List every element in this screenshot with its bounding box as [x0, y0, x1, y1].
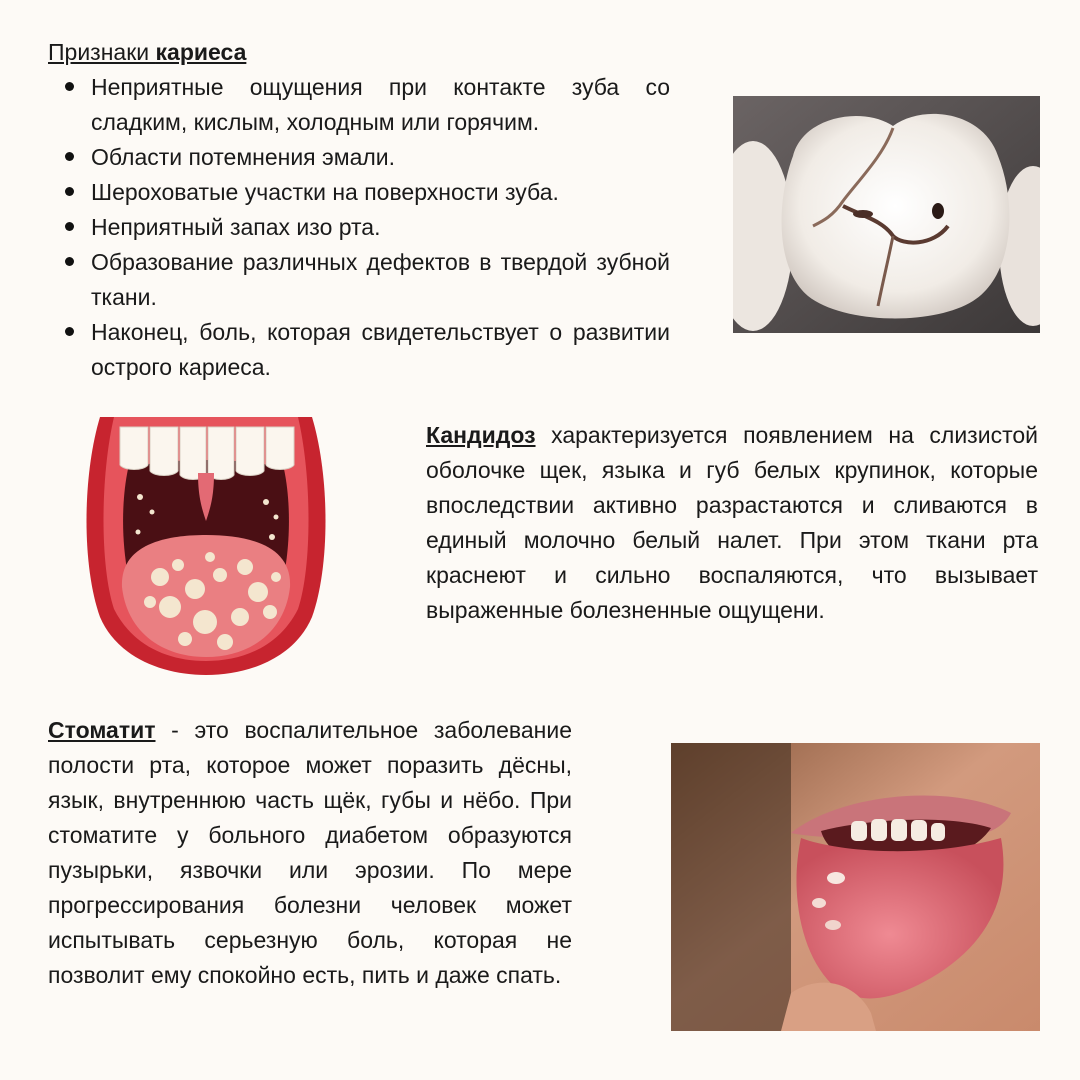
list-item [48, 315, 670, 385]
candidiasis-section [426, 418, 1038, 628]
caries-tooth-photo [733, 96, 1040, 333]
bullet-icon [65, 257, 74, 266]
list-item-text: Неприятные ощущения при контакте зуба со сладким, кислым, холодным или горячим. [91, 74, 670, 135]
candidiasis-mouth-illustration [80, 417, 332, 675]
bullet-icon [65, 152, 74, 161]
list-item [48, 70, 670, 140]
caries-signs-list [48, 70, 670, 385]
stomatitis-lip-photo [671, 743, 1040, 1031]
list-item-text: Шероховатые участки на поверхности зуба. [91, 179, 559, 205]
caries-heading-prefix: Признаки [48, 39, 156, 65]
stomatitis-description: - это воспалительное заболевание полости рта, которое может поразить дёсны, язык, внутреннюю часть щёк, губы и нёбо. При стоматите у больного диабетом образуются пузырьки, язвочки или эрозии. По мере прогрессирования болезни человек может испытывать серьезную боль, которая не позволит ему спокойно есть, пить и даже спать. [48, 717, 572, 988]
stomatitis-section [48, 713, 572, 993]
bullet-icon [65, 82, 74, 91]
list-item [48, 245, 670, 315]
caries-heading-bold: кариеса [155, 39, 247, 65]
bullet-icon [65, 187, 74, 196]
list-item [48, 175, 670, 210]
stomatitis-term: Стоматит [48, 717, 156, 743]
list-item-text: Образование различных дефектов в твердой зубной ткани. [91, 249, 670, 310]
caries-heading [48, 34, 670, 70]
candidiasis-description: характеризуется появлением на слизистой оболочке щек, языка и губ белых крупинок, которые впоследствии активно разрастаются и сливаются в единый молочно белый налет. При этом ткани рта краснеют и сильно воспаляются, что вызывает выраженные болезненные ощущени. [426, 422, 1038, 623]
list-item-text: Наконец, боль, которая свидетельствует о развитии острого кариеса. [91, 319, 670, 380]
list-item-text: Области потемнения эмали. [91, 144, 396, 170]
list-item [48, 210, 670, 245]
candidiasis-term: Кандидоз [426, 422, 536, 448]
caries-section [48, 34, 670, 385]
list-item [48, 140, 670, 175]
bullet-icon [65, 222, 74, 231]
bullet-icon [65, 327, 74, 336]
list-item-text: Неприятный запах изо рта. [91, 214, 381, 240]
